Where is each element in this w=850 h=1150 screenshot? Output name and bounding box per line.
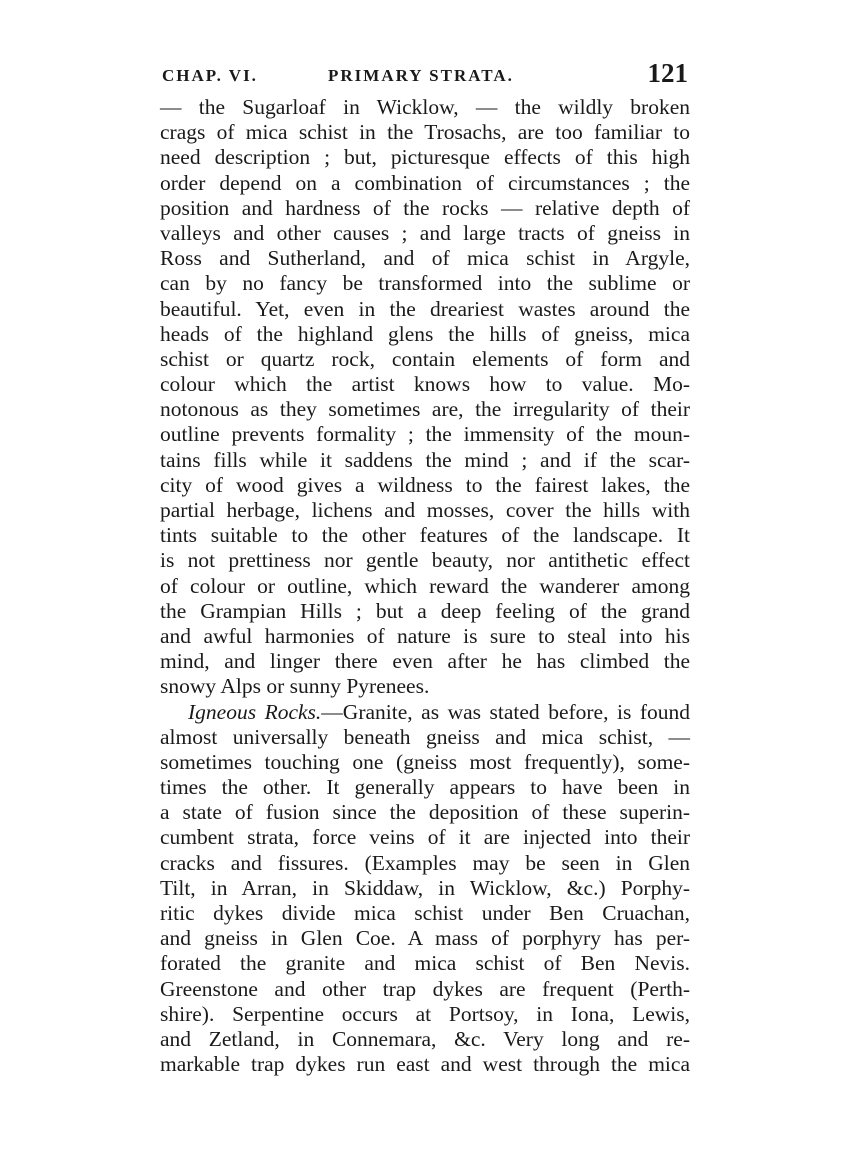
text-line: need description ; but, picturesque effects of this high bbox=[160, 145, 690, 170]
section-start-line: Igneous Rocks.—Granite, as was stated before, is found bbox=[188, 699, 690, 724]
text-line: mind, and linger there even after he has climbed the bbox=[160, 649, 690, 674]
text-line: and awful harmonies of nature is sure to steal into his bbox=[160, 623, 690, 648]
text-line: position and hardness of the rocks — relative depth of bbox=[160, 195, 690, 220]
running-title: PRIMARY STRATA. bbox=[328, 66, 514, 85]
text-line: times the other. It generally appears to have been in bbox=[160, 775, 690, 800]
text-line: cumbent strata, force veins of it are injected into their bbox=[160, 825, 690, 850]
text-line: beautiful. Yet, even in the dreariest wastes around the bbox=[160, 296, 690, 321]
text-line: and Zetland, in Connemara, &c. Very long and re- bbox=[160, 1026, 690, 1051]
body-text bbox=[160, 95, 690, 1077]
text-line: tains fills while it saddens the mind ; and if the scar- bbox=[160, 447, 690, 472]
text-line: notonous as they sometimes are, the irregularity of their bbox=[160, 397, 690, 422]
text-line: colour which the artist knows how to value. Mo- bbox=[160, 372, 690, 397]
text-line: — the Sugarloaf in Wicklow, — the wildly broken bbox=[160, 95, 690, 119]
chapter-label: CHAP. VI. bbox=[162, 66, 258, 85]
text-line: shire). Serpentine occurs at Portsoy, in Iona, Lewis, bbox=[160, 1001, 690, 1026]
text-line: is not prettiness nor gentle beauty, nor antithetic effect bbox=[160, 548, 690, 573]
text-line: the Grampian Hills ; but a deep feeling of the grand bbox=[160, 598, 690, 623]
text-line: heads of the highland glens the hills of gneiss, mica bbox=[160, 321, 690, 346]
text-line: valleys and other causes ; and large tracts of gneiss in bbox=[160, 220, 690, 245]
text-line: ritic dykes divide mica schist under Ben Cruachan, bbox=[160, 901, 690, 925]
text-line: outline prevents formality ; the immensity of the moun- bbox=[160, 422, 690, 447]
text-line: Ross and Sutherland, and of mica schist in Argyle, bbox=[160, 246, 690, 271]
text-line: schist or quartz rock, contain elements of form and bbox=[160, 346, 690, 371]
text-line: forated the granite and mica schist of Ben Nevis. bbox=[160, 951, 690, 976]
text-line: partial herbage, lichens and mosses, cover the hills with bbox=[160, 498, 690, 522]
text-line: can by no fancy be transformed into the sublime or bbox=[160, 271, 690, 296]
text-line: crags of mica schist in the Trosachs, are too familiar to bbox=[160, 120, 690, 145]
text-line: and gneiss in Glen Coe. A mass of porphyry has per- bbox=[160, 926, 690, 951]
text-line: of colour or outline, which reward the wanderer among bbox=[160, 573, 690, 598]
text-line: tints suitable to the other features of the landscape. It bbox=[160, 523, 690, 548]
paragraph-end-line: snowy Alps or sunny Pyrenees. bbox=[160, 674, 430, 699]
text-line: Greenstone and other trap dykes are frequent (Perth- bbox=[160, 976, 690, 1001]
text-line: order depend on a combination of circumstances ; the bbox=[160, 170, 690, 195]
text-line: Tilt, in Arran, in Skiddaw, in Wicklow, &c.) Porphy- bbox=[160, 875, 690, 900]
text-line: almost universally beneath gneiss and mica schist, — bbox=[160, 724, 690, 749]
text-line: cracks and fissures. (Examples may be seen in Glen bbox=[160, 850, 690, 875]
page-number: 121 bbox=[647, 58, 688, 88]
section-heading: Igneous Rocks. bbox=[188, 699, 322, 724]
text-line: sometimes touching one (gneiss most frequently), some- bbox=[160, 749, 690, 774]
text-line: city of wood gives a wildness to the fairest lakes, the bbox=[160, 472, 690, 497]
running-head bbox=[160, 58, 688, 94]
text-line: a state of fusion since the deposition of these superin- bbox=[160, 800, 690, 825]
text-line: markable trap dykes run east and west through the mica bbox=[160, 1052, 690, 1077]
